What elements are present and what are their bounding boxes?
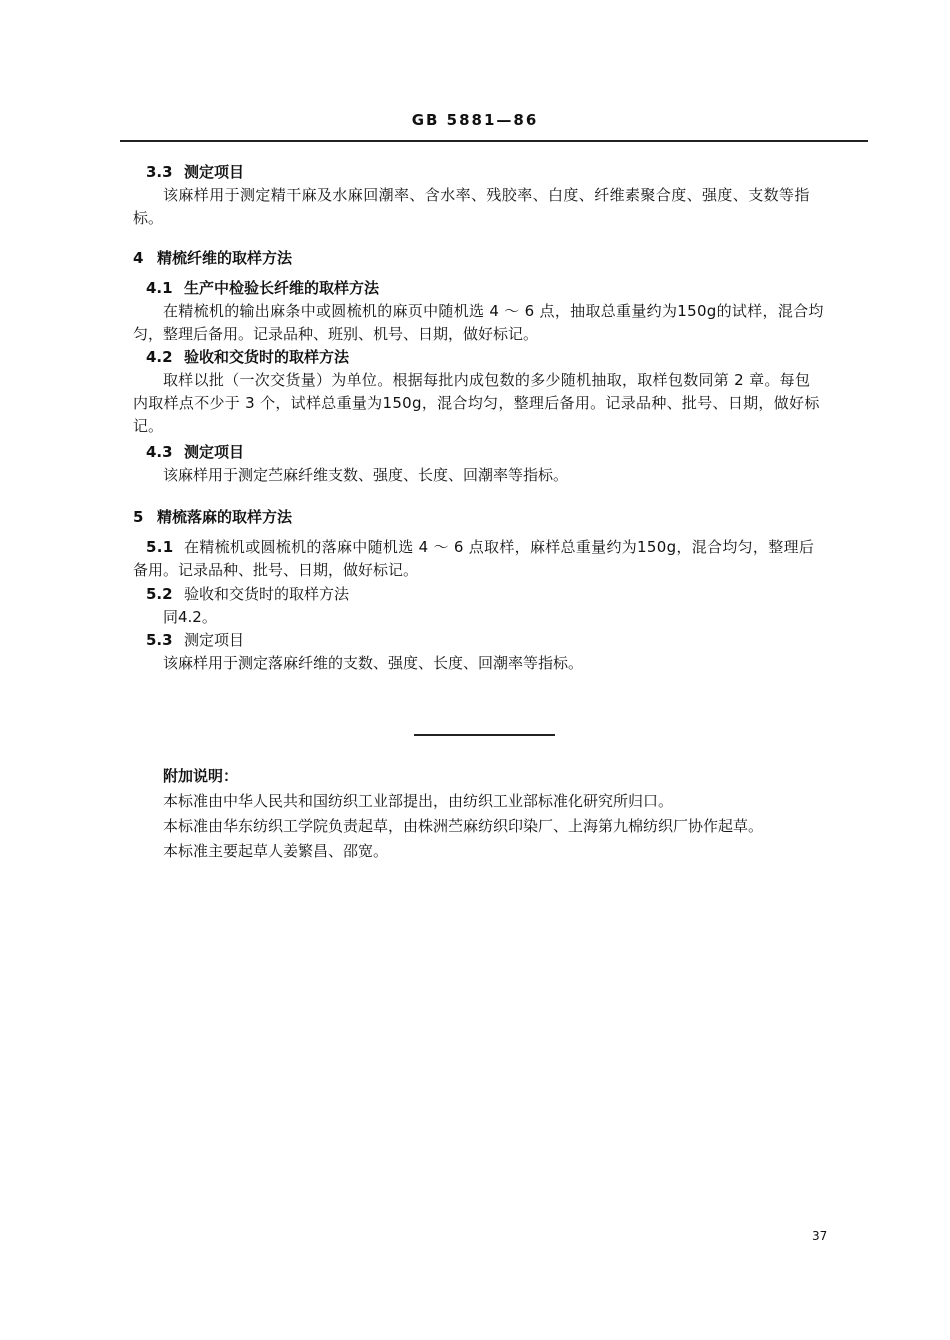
page-number: 37 <box>812 1229 828 1243</box>
section-title: 验收和交货时的取样方法 <box>184 585 350 603</box>
paragraph-line: 同4.2。 <box>163 608 217 626</box>
paragraph-line: 内取样点不少于 3 个，试样总重量为150g，混合均匀，整理后备用。记录品种、批号、日期，做好标 <box>133 394 820 412</box>
section-number: 3.3 <box>146 163 173 181</box>
appendix-line: 本标准由华东纺织工学院负责起草，由株洲苎麻纺织印染厂、上海第九棉纺织厂协作起草。 <box>163 817 764 835</box>
paragraph-line: 匀，整理后备用。记录品种、班别、机号、日期，做好标记。 <box>133 325 539 343</box>
section-title: 精梳纤维的取样方法 <box>157 249 293 267</box>
section-number: 4 <box>133 249 144 267</box>
paragraph-line: 在精梳机或圆梳机的落麻中随机选 4 ～ 6 点取样，麻样总重量约为150g，混合均匀，整理后 <box>184 538 815 556</box>
section-5-1-line <box>146 537 814 557</box>
section-number: 4.3 <box>146 443 173 461</box>
paragraph-line: 备用。记录品种、批号、日期，做好标记。 <box>133 561 419 579</box>
section-5-2-heading <box>146 584 349 604</box>
paragraph-line: 该麻样用于测定落麻纤维的支数、强度、长度、回潮率等指标。 <box>163 654 584 672</box>
section-title: 生产中检验长纤维的取样方法 <box>184 279 380 297</box>
appendix-line: 本标准主要起草人姜繁昌、邵宽。 <box>163 842 389 860</box>
section-title: 测定项目 <box>184 631 245 649</box>
section-4-3-heading <box>146 442 244 462</box>
section-4-1-heading <box>146 278 379 298</box>
section-3-3-heading <box>146 162 244 182</box>
section-title: 测定项目 <box>184 163 245 181</box>
section-number: 5.1 <box>146 538 174 556</box>
appendix-title: 附加说明： <box>163 767 239 785</box>
paragraph-line: 标。 <box>133 209 164 227</box>
section-4-2-heading <box>146 347 349 367</box>
section-5-3-heading <box>146 630 244 650</box>
section-number: 5.3 <box>146 631 173 649</box>
section-number: 4.2 <box>146 348 173 366</box>
appendix-line: 本标准由中华人民共和国纺织工业部提出，由纺织工业部标准化研究所归口。 <box>163 792 674 810</box>
paragraph-line: 该麻样用于测定精干麻及水麻回潮率、含水率、残胶率、白度、纤维素聚合度、强度、支数等指 <box>163 186 810 204</box>
header-rule <box>120 140 868 142</box>
paragraph-line: 在精梳机的输出麻条中或圆梳机的麻页中随机选 4 ～ 6 点，抽取总重量约为150g的试样，混合均 <box>163 302 824 320</box>
section-title: 测定项目 <box>184 443 245 461</box>
section-5-heading <box>133 507 292 527</box>
section-number: 4.1 <box>146 279 173 297</box>
end-rule <box>414 734 555 736</box>
paragraph-line: 记。 <box>133 417 164 435</box>
paragraph-line: 取样以批（一次交货量）为单位。根据每批内成包数的多少随机抽取，取样包数同第 2 章。每包 <box>163 371 811 389</box>
section-title: 验收和交货时的取样方法 <box>184 348 350 366</box>
section-title: 精梳落麻的取样方法 <box>157 508 293 526</box>
section-4-heading <box>133 248 292 268</box>
standard-header: GB 5881—86 <box>411 111 539 129</box>
paragraph-line: 该麻样用于测定苎麻纤维支数、强度、长度、回潮率等指标。 <box>163 466 569 484</box>
section-number: 5.2 <box>146 585 173 603</box>
section-number: 5 <box>133 508 144 526</box>
